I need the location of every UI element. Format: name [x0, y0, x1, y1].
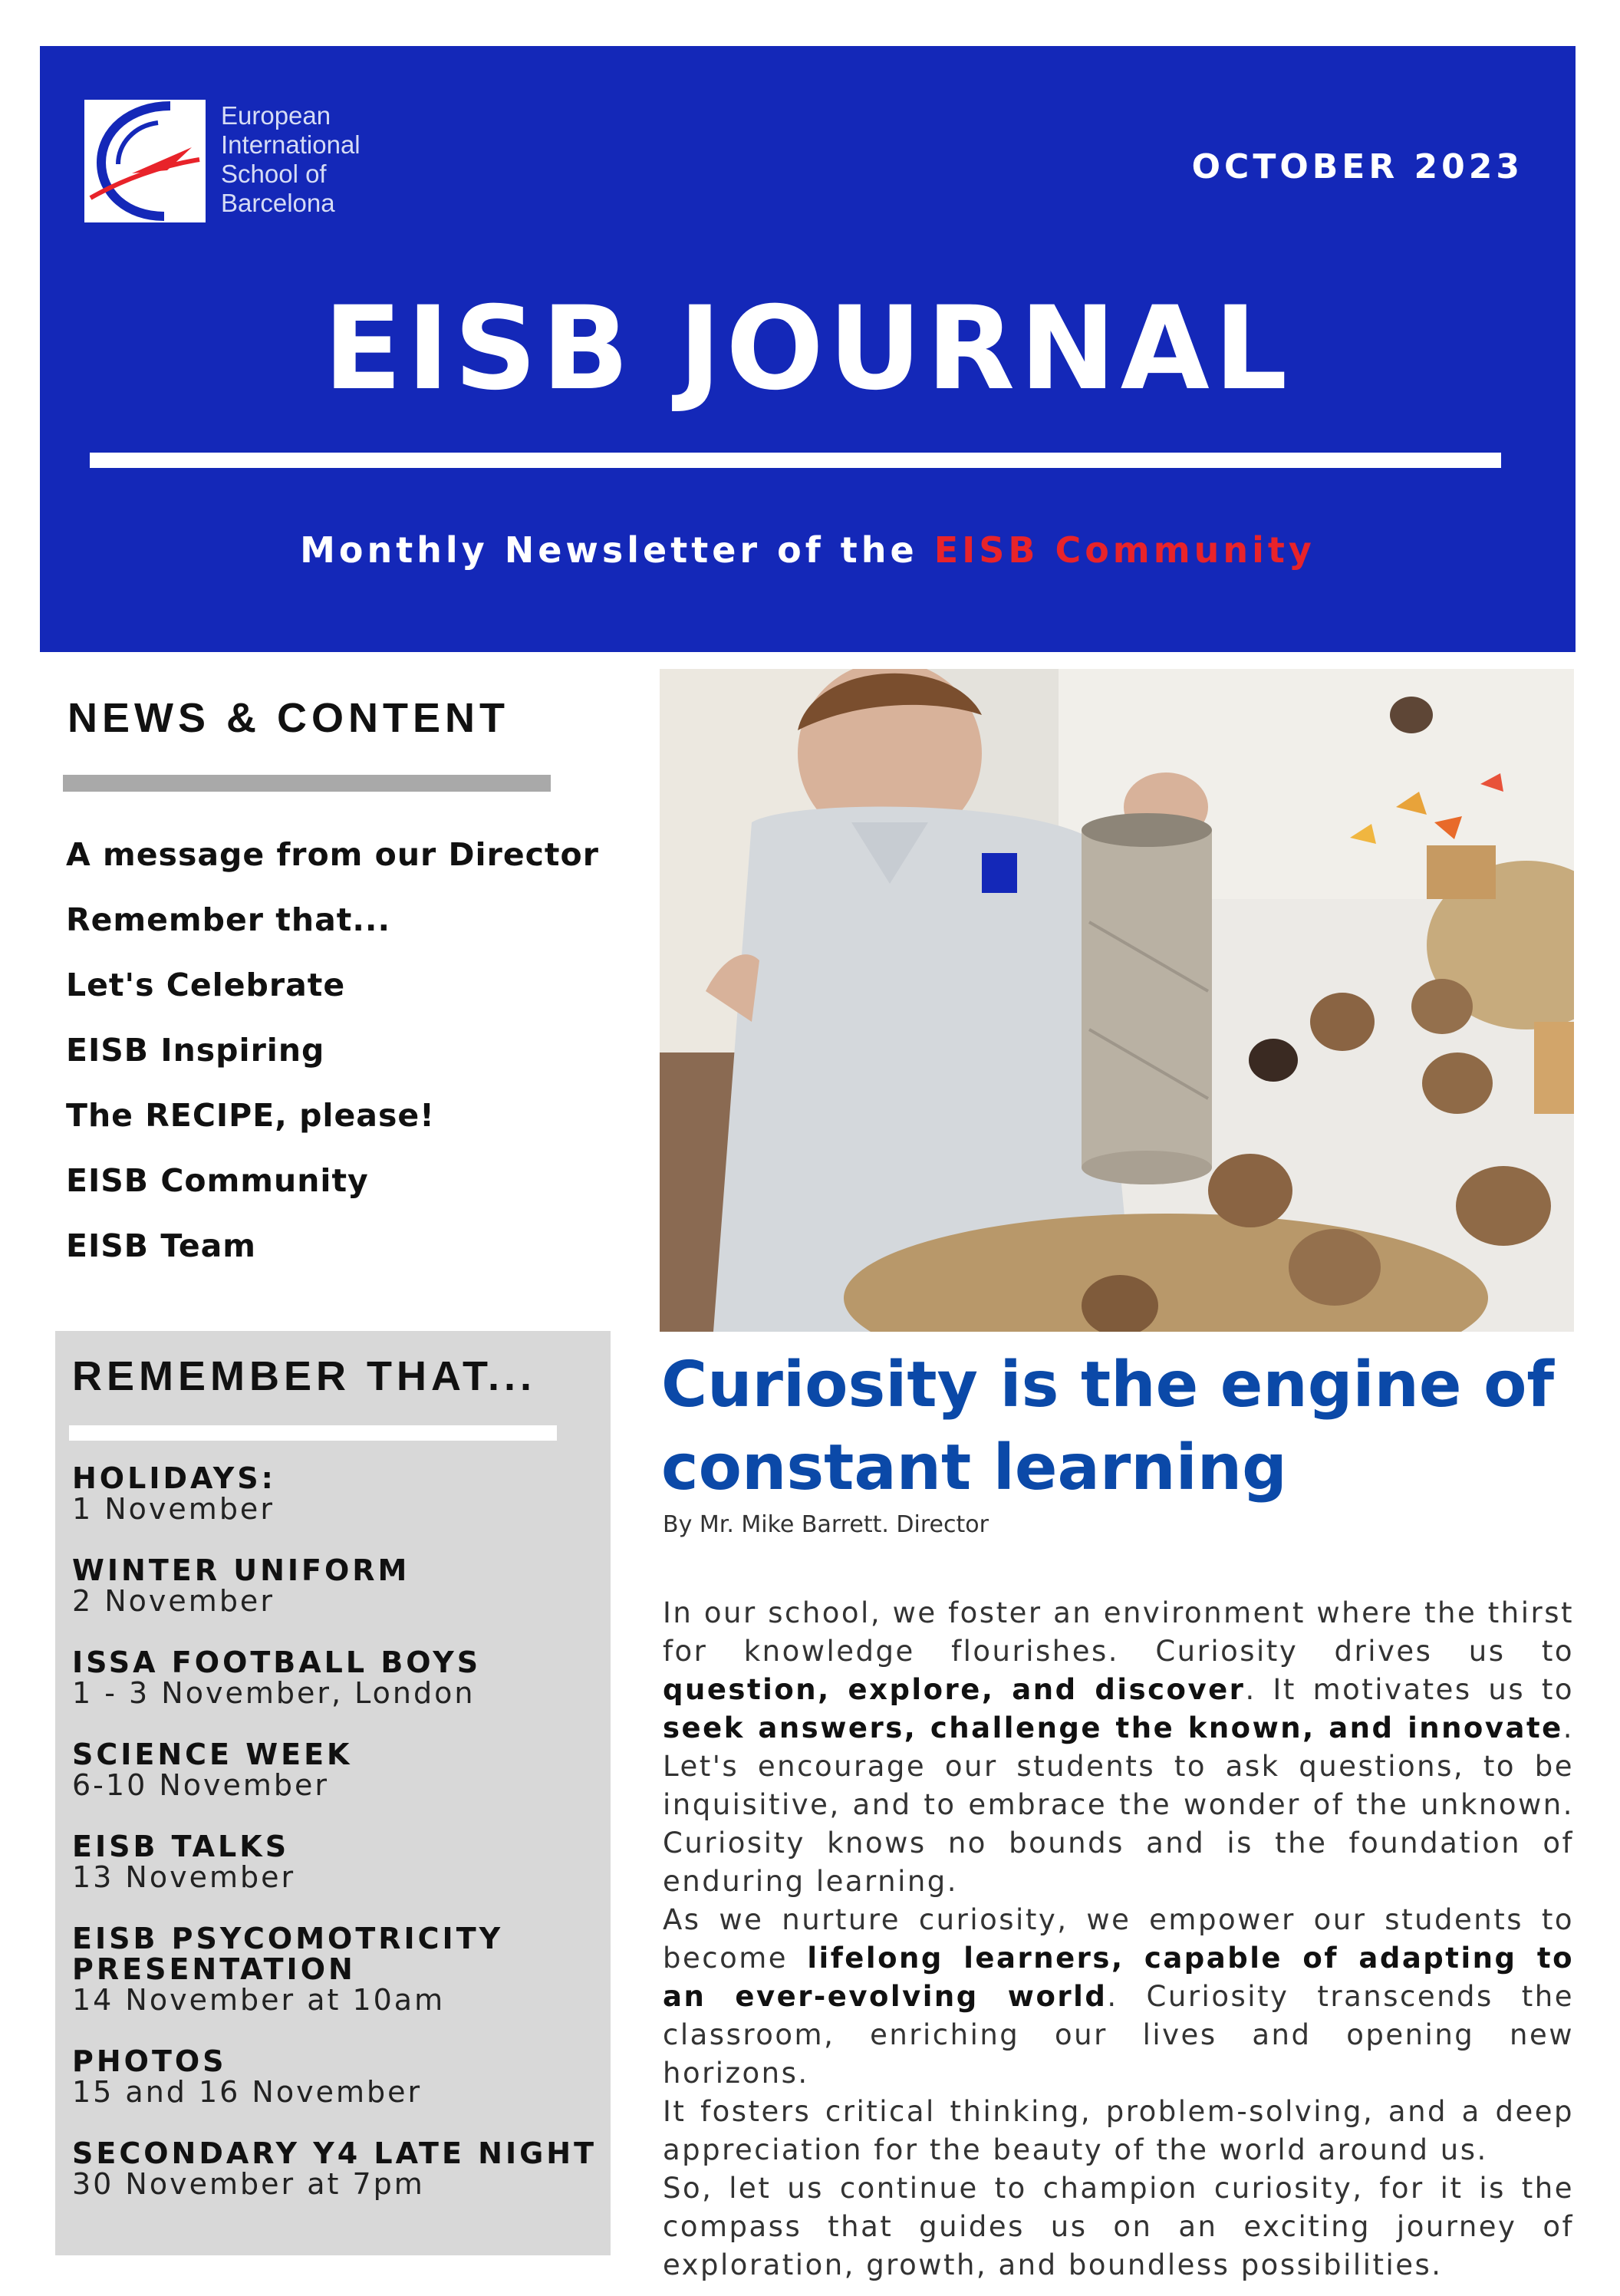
article-headline: Curiosity is the engine of constant learning	[661, 1349, 1555, 1504]
remember-item	[72, 1555, 601, 1616]
toc-divider	[63, 775, 551, 792]
header-banner	[40, 46, 1576, 652]
toc-item[interactable]: EISB Team	[66, 1227, 257, 1264]
event-title: SECONDARY Y4 LATE NIGHT	[72, 2136, 598, 2170]
hero-photo	[660, 669, 1574, 1332]
toc-item[interactable]: Let's Celebrate	[66, 967, 346, 1003]
remember-item	[72, 2046, 601, 2107]
toc-item[interactable]: Remember that...	[66, 901, 391, 938]
toc-item[interactable]: A message from our Director	[66, 836, 599, 873]
event-date: 14 November at 10am	[72, 1983, 446, 2017]
event-title: HOLIDAYS:	[72, 1461, 276, 1495]
event-title: SCIENCE WEEK	[72, 1738, 353, 1771]
article-paragraph: As we nurture curiosity, we empower our students to become lifelong learners, capable of adapting to an ever-evolving world. Curiosity transcends the classroom, enriching our lives and opening new horizons.	[663, 1903, 1574, 2090]
event-title: EISB PSYCOMOTRICITY PRESENTATION	[72, 1922, 504, 1986]
remember-panel	[55, 1331, 611, 2255]
title-divider	[90, 453, 1501, 468]
event-title: PHOTOS	[72, 2044, 227, 2078]
article-paragraph: In our school, we foster an environment where the thirst for knowledge flourishes. Curiosity drives us to question, explore, and discover. It motivates us to seek answers, challenge the known, and innovate. Let's encourage our students to ask questions, to be inquisitive, and to embrace the wonder of the unknown. Curiosity knows no bounds and is the foundation of enduring learning.	[663, 1596, 1575, 1898]
article-paragraph: It fosters critical thinking, problem-solving, and a deep appreciation for the beauty of the world around us.	[663, 2095, 1574, 2166]
event-date: 1 - 3 November, London	[72, 1676, 476, 1710]
remember-item	[72, 1647, 601, 1708]
logo-wordmark: European International School of Barcelona	[221, 101, 361, 217]
remember-heading: REMEMBER THAT...	[72, 1353, 536, 1399]
toc-item[interactable]: The RECIPE, please!	[66, 1097, 435, 1134]
event-date: 15 and 16 November	[72, 2075, 423, 2109]
event-date: 1 November	[72, 1492, 275, 1526]
school-logo	[84, 100, 407, 230]
remember-item	[72, 1831, 601, 1892]
newsletter-subtitle: Monthly Newsletter of the EISB Community	[300, 529, 1315, 571]
event-date: 13 November	[72, 1860, 296, 1894]
logo-emblem-icon	[84, 100, 206, 222]
event-date: 30 November at 7pm	[72, 2167, 425, 2201]
article-byline: By Mr. Mike Barrett. Director	[663, 1511, 989, 1538]
event-title: WINTER UNIFORM	[72, 1553, 410, 1587]
issue-date: OCTOBER 2023	[1191, 147, 1523, 186]
remember-item	[72, 1463, 601, 1524]
article-body	[663, 1594, 1574, 2284]
remember-list	[72, 1463, 601, 2230]
toc-heading: NEWS & CONTENT	[68, 695, 509, 741]
event-date: 2 November	[72, 1584, 275, 1618]
toc-item[interactable]: EISB Inspiring	[66, 1032, 325, 1069]
toc-list	[66, 822, 599, 1279]
remember-item	[72, 1923, 601, 2015]
article-paragraph: So, let us continue to champion curiosity, for it is the compass that guides us on an exciting journey of exploration, growth, and boundless possibilities.	[663, 2172, 1574, 2281]
remember-item	[72, 1739, 601, 1800]
subtitle-highlight: EISB Community	[933, 529, 1315, 571]
event-title: ISSA FOOTBALL BOYS	[72, 1645, 482, 1679]
event-title: EISB TALKS	[72, 1830, 290, 1863]
event-date: 6-10 November	[72, 1768, 330, 1802]
toc-item[interactable]: EISB Community	[66, 1162, 369, 1199]
journal-title: EISB JOURNAL	[323, 282, 1292, 416]
remember-divider	[69, 1425, 557, 1441]
remember-item	[72, 2138, 601, 2199]
